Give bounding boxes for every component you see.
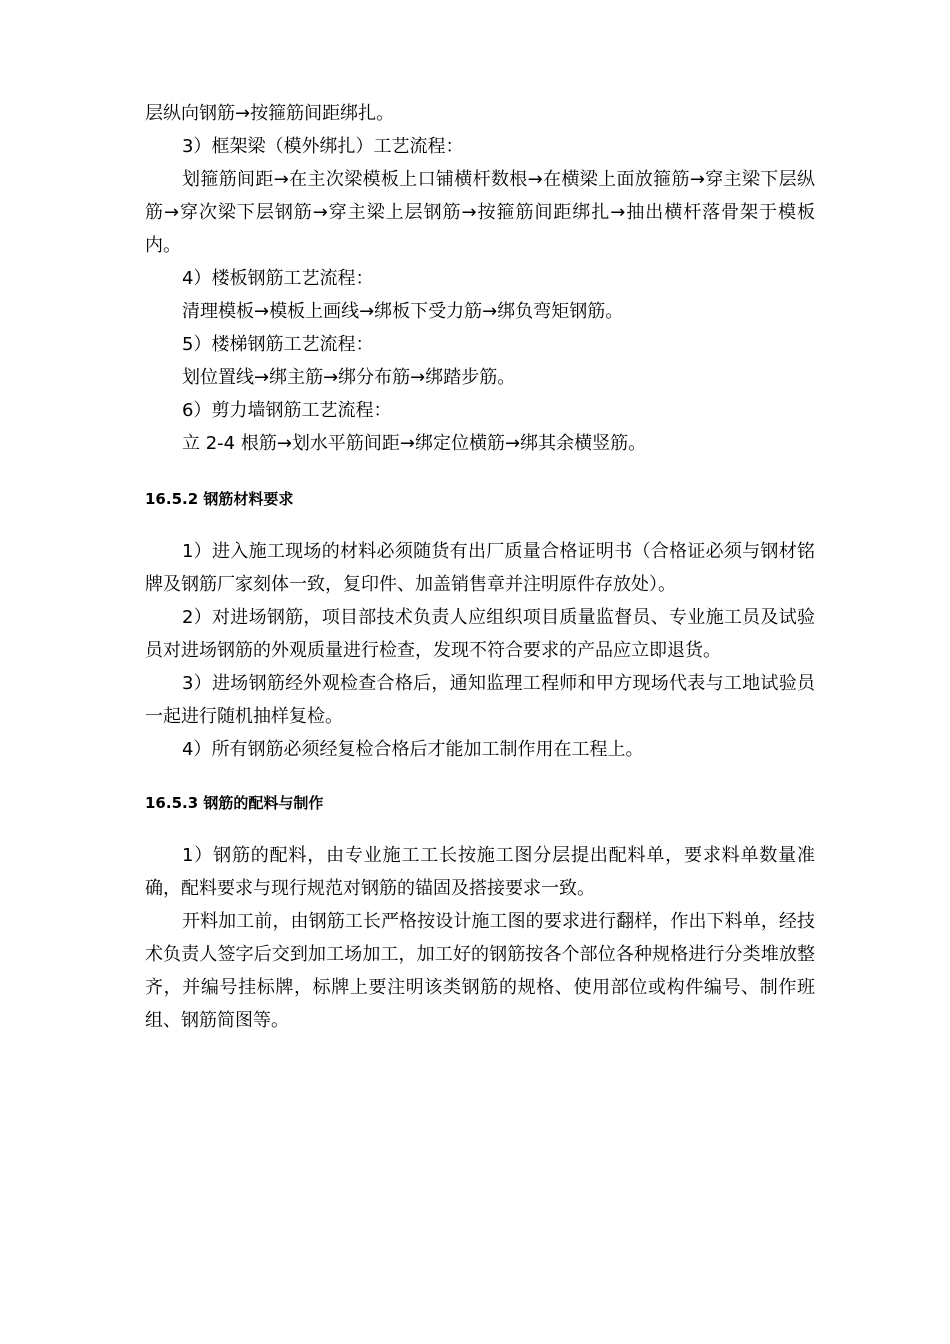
paragraph-shear-wall-process: 立 2-4 根筋→划水平筋间距→绑定位横筋→绑其余横竖筋。 — [182, 433, 647, 454]
paragraph-slab-title: 4）楼板钢筋工艺流程： — [182, 268, 374, 289]
paragraph-material-req-3: 3）进场钢筋经外观检查合格后，通知监理工程师和甲方现场代表与工地试验员一起进行随机抽样复检。 — [145, 673, 815, 727]
paragraph-shear-wall-title: 6）剪力墙钢筋工艺流程： — [182, 400, 392, 421]
paragraph-batching-1: 1）钢筋的配料，由专业施工工长按施工图分层提出配料单，要求料单数量准确，配料要求与现行规范对钢筋的锚固及搭接要求一致。 — [145, 845, 815, 899]
section-heading-16-5-2: 16.5.2 钢筋材料要求 — [145, 490, 294, 508]
paragraph-slab-process: 清理模板→模板上画线→绑板下受力筋→绑负弯矩钢筋。 — [182, 301, 624, 322]
paragraph-frame-beam-process: 划箍筋间距→在主次梁模板上口铺横杆数根→在横梁上面放箍筋→穿主梁下层纵筋→穿次梁下层钢筋→穿主梁上层钢筋→按箍筋间距绑扎→抽出横杆落骨架于模板内。 — [145, 169, 815, 256]
paragraph-stair-title: 5）楼梯钢筋工艺流程： — [182, 334, 374, 355]
paragraph-frame-beam-title: 3）框架梁（模外绑扎）工艺流程： — [182, 136, 464, 157]
paragraph-stair-process: 划位置线→绑主筋→绑分布筋→绑踏步筋。 — [182, 367, 516, 388]
paragraph-material-req-1: 1）进入施工现场的材料必须随货有出厂质量合格证明书（合格证必须与钢材铭牌及钢筋厂家刻体一致，复印件、加盖销售章并注明原件存放处）。 — [145, 541, 815, 595]
section-heading-16-5-3: 16.5.3 钢筋的配料与制作 — [145, 794, 324, 812]
paragraph-column-rebar-end: 层纵向钢筋→按箍筋间距绑扎。 — [145, 103, 395, 124]
paragraph-material-req-4: 4）所有钢筋必须经复检合格后才能加工制作用在工程上。 — [182, 739, 644, 760]
paragraph-batching-2: 开料加工前，由钢筋工长严格按设计施工图的要求进行翻样，作出下料单，经技术负责人签字后交到加工场加工，加工好的钢筋按各个部位各种规格进行分类堆放整齐，并编号挂标牌，标牌上要注明该类钢筋的规格、使用部位或构件编号、制作班组、钢筋简图等。 — [145, 911, 815, 1031]
paragraph-material-req-2: 2）对进场钢筋，项目部技术负责人应组织项目质量监督员、专业施工员及试验员对进场钢筋的外观质量进行检查，发现不符合要求的产品应立即退货。 — [145, 607, 815, 661]
